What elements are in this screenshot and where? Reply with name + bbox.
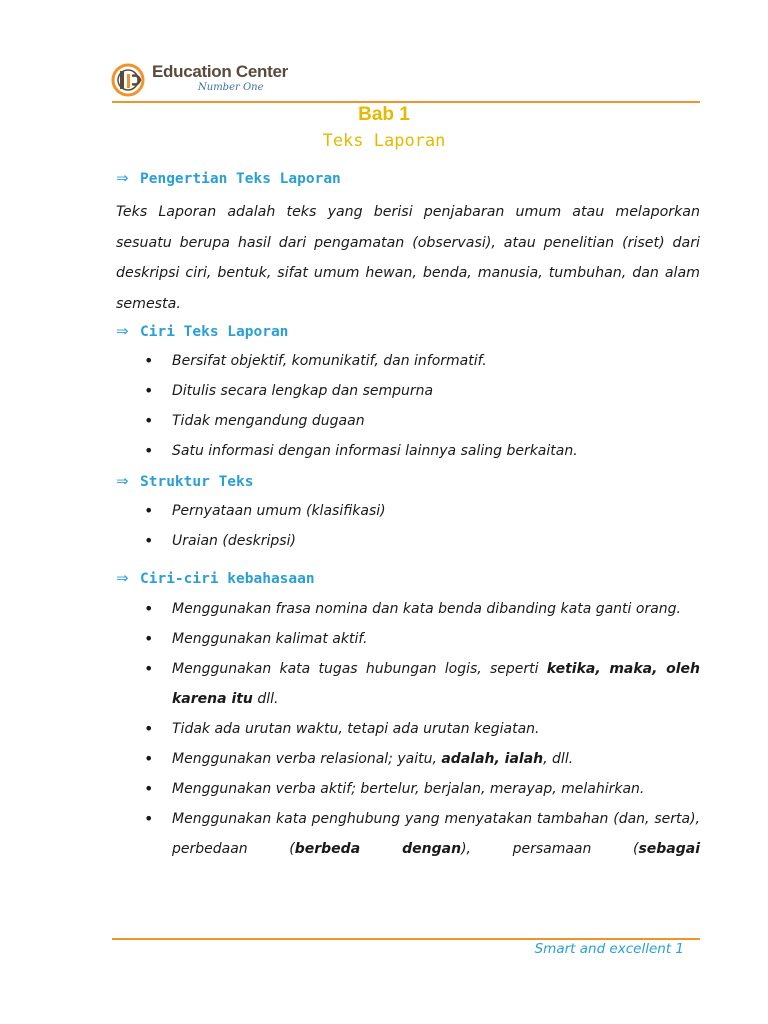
logo-subtitle: Number One	[198, 82, 264, 93]
section-heading-kebahasaan	[116, 569, 315, 587]
pengertian-paragraph: Teks Laporan adalah teks yang berisi penjabaran umum atau melaporkan sesuatu berupa hasil dari pengamatan (observasi), atau penelitian (riset) dari deskripsi ciri, bentuk, sifat umum hewan, benda, manusia, tumbuhan, dan alam semesta.	[116, 204, 700, 312]
emphasis-text: sebagai	[638, 841, 701, 857]
list-item: • Pernyataan umum (klasifikasi)	[144, 496, 700, 526]
list-item: • Tidak ada urutan waktu, tetapi ada urutan kegiatan.	[144, 714, 700, 744]
list-item-text: Menggunakan verba relasional; yaitu,	[172, 751, 442, 767]
section-heading-text: Ciri-ciri kebahasaan	[140, 571, 315, 587]
header-divider	[112, 101, 700, 103]
section-heading-ciri	[116, 322, 288, 340]
list-item: • Menggunakan frasa nomina dan kata benda dibanding kata ganti orang.	[144, 594, 700, 624]
list-item: • Satu informasi dengan informasi lainnya saling berkaitan.	[144, 436, 700, 466]
section-heading-pengertian	[116, 169, 341, 187]
arrow-icon: ⇒	[116, 322, 129, 340]
education-center-logo-icon	[110, 60, 154, 98]
list-item-text: dll.	[252, 691, 279, 707]
emphasis-text: ketika, maka, oleh karena itu	[172, 661, 700, 707]
arrow-icon: ⇒	[116, 472, 129, 490]
footer-divider	[112, 938, 700, 940]
logo	[110, 58, 288, 102]
struktur-list	[144, 496, 700, 556]
page-title: Teks Laporan	[322, 131, 446, 151]
emphasis-text: adalah, ialah	[441, 751, 544, 767]
list-item: • Tidak mengandung dugaan	[144, 406, 700, 436]
footer-text: Smart and excellent 1	[534, 941, 684, 957]
section-heading-struktur	[116, 472, 254, 490]
list-item: • Ditulis secara lengkap dan sempurna	[144, 376, 700, 406]
chapter-label: Bab 1	[358, 104, 410, 125]
section-heading-text: Pengertian Teks Laporan	[140, 171, 341, 187]
list-item	[144, 744, 700, 774]
kebahasaan-list	[144, 594, 700, 864]
list-item: • Menggunakan verba aktif; bertelur, berjalan, merayap, melahirkan.	[144, 774, 700, 804]
list-item-text: Menggunakan kata tugas hubungan logis, seperti	[172, 661, 547, 677]
list-item: • Menggunakan kalimat aktif.	[144, 624, 700, 654]
emphasis-text: berbeda dengan	[294, 841, 462, 857]
section-heading-text: Ciri Teks Laporan	[140, 324, 289, 340]
list-item: • Uraian (deskripsi)	[144, 526, 700, 556]
list-item	[144, 654, 700, 714]
arrow-icon: ⇒	[116, 569, 129, 587]
logo-title: Education Center	[152, 62, 288, 81]
list-item	[144, 804, 700, 864]
list-item-text: ), persamaan (	[461, 841, 639, 857]
list-item-text: , dll.	[543, 751, 574, 767]
section-heading-text: Struktur Teks	[140, 474, 254, 490]
ciri-list	[144, 346, 700, 466]
list-item-text: Menggunakan kata penghubung yang menyatakan tambahan (dan, serta), perbedaan (	[172, 811, 700, 857]
list-item: • Bersifat objektif, komunikatif, dan informatif.	[144, 346, 700, 376]
arrow-icon: ⇒	[116, 169, 129, 187]
